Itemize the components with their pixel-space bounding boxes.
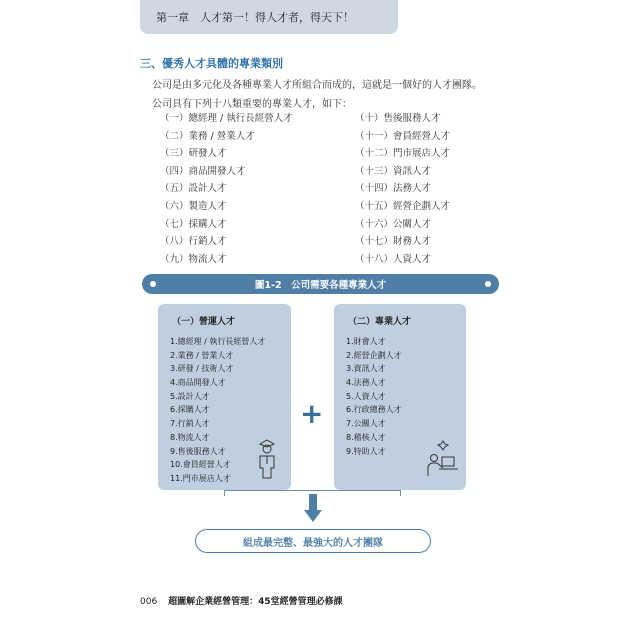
list-item: 4.商品開發人才 <box>170 378 226 388</box>
result-pill <box>195 529 431 553</box>
list-item: 6.採購人才 <box>170 405 210 415</box>
down-arrow-icon <box>304 494 322 524</box>
list-item: （四）商品開發人才 <box>160 165 246 177</box>
list-item: （十六）公關人才 <box>355 218 432 230</box>
list-item: 10.會員經營人才 <box>170 460 231 470</box>
panel-list <box>346 335 402 458</box>
list-item: （十四）法務人才 <box>355 183 432 195</box>
list-item: （三）研發人才 <box>160 148 227 160</box>
connector-line <box>400 490 401 496</box>
list-item: （十二）門市展店人才 <box>355 148 451 160</box>
intro-paragraph-2: 公司具有下列十八類重要的專業人才，如下： <box>152 99 352 110</box>
desk-worker-icon <box>425 438 459 478</box>
list-item: 1.總經理 / 執行長經營人才 <box>170 337 266 346</box>
list-item: 7.公關人才 <box>346 419 386 429</box>
list-item: 4.法務人才 <box>346 378 386 388</box>
plus-icon: + <box>300 397 324 430</box>
book-title: 超圖解企業經營管理：45堂經營管理必修課 <box>168 597 343 607</box>
list-item: 8.物流人才 <box>170 432 210 442</box>
list-item: （十三）資訊人才 <box>355 165 432 177</box>
list-item: 3.研發 / 技術人才 <box>170 364 234 374</box>
banner-dot-icon <box>485 281 491 287</box>
panel-list <box>170 335 265 486</box>
list-item: 9.售後服務人才 <box>170 446 226 456</box>
chapter-header <box>140 0 398 34</box>
list-item: 6.行政總務人才 <box>346 405 402 415</box>
list-item: （二）業務 / 營業人才 <box>160 130 255 142</box>
list-item: （八）行銷人才 <box>160 236 227 248</box>
category-list-left <box>160 110 293 268</box>
list-item: 9.特助人才 <box>346 446 386 456</box>
list-item: 3.資訊人才 <box>346 364 386 374</box>
section-title: 三、優秀人才具體的專業類別 <box>140 57 283 70</box>
connector-line <box>224 490 400 491</box>
panel-title: （一）營運人才 <box>172 317 236 327</box>
page-number: 006 <box>140 597 158 607</box>
list-item: 5.設計人才 <box>170 391 210 401</box>
list-item: 1.財會人才 <box>346 337 386 346</box>
list-item: （十五）經營企劃人才 <box>355 200 451 212</box>
list-item: （十七）財務人才 <box>355 236 432 248</box>
list-item: 2.經營企劃人才 <box>346 350 402 360</box>
list-item: 11.門市展店人才 <box>170 473 231 483</box>
list-item: （七）採購人才 <box>160 218 227 230</box>
page-footer <box>140 594 343 607</box>
list-item: （五）設計人才 <box>160 183 227 195</box>
list-item: 8.稽核人才 <box>346 432 386 442</box>
chapter-title: 第一章 人才第一！得人才者，得天下！ <box>156 11 354 24</box>
connector-line <box>224 490 225 496</box>
figure-title-banner <box>142 274 499 294</box>
intro-paragraph-1: 公司是由多元化及各種專業人才所組合而成的，這就是一個好的人才團隊。 <box>152 80 482 91</box>
panel-title: （二）專業人才 <box>348 317 412 327</box>
banner-dot-icon <box>150 281 156 287</box>
list-item: （十八）人資人才 <box>355 253 432 265</box>
list-item: 7.行銷人才 <box>170 419 210 429</box>
list-item: 2.業務 / 營業人才 <box>170 350 234 360</box>
businessman-icon <box>256 438 278 480</box>
list-item: （六）製造人才 <box>160 200 227 212</box>
list-item: （九）物流人才 <box>160 253 227 265</box>
result-text: 組成最完整、最強大的人才團隊 <box>243 537 383 549</box>
list-item: （一）總經理 / 執行長經營人才 <box>160 113 293 124</box>
category-list-right <box>355 110 450 268</box>
list-item: （十）售後服務人才 <box>355 113 441 124</box>
list-item: 5.人資人才 <box>346 391 386 401</box>
list-item: （十一）會員經營人才 <box>355 130 451 142</box>
figure-title: 圖1-2 公司需要各種專業人才 <box>254 280 387 291</box>
